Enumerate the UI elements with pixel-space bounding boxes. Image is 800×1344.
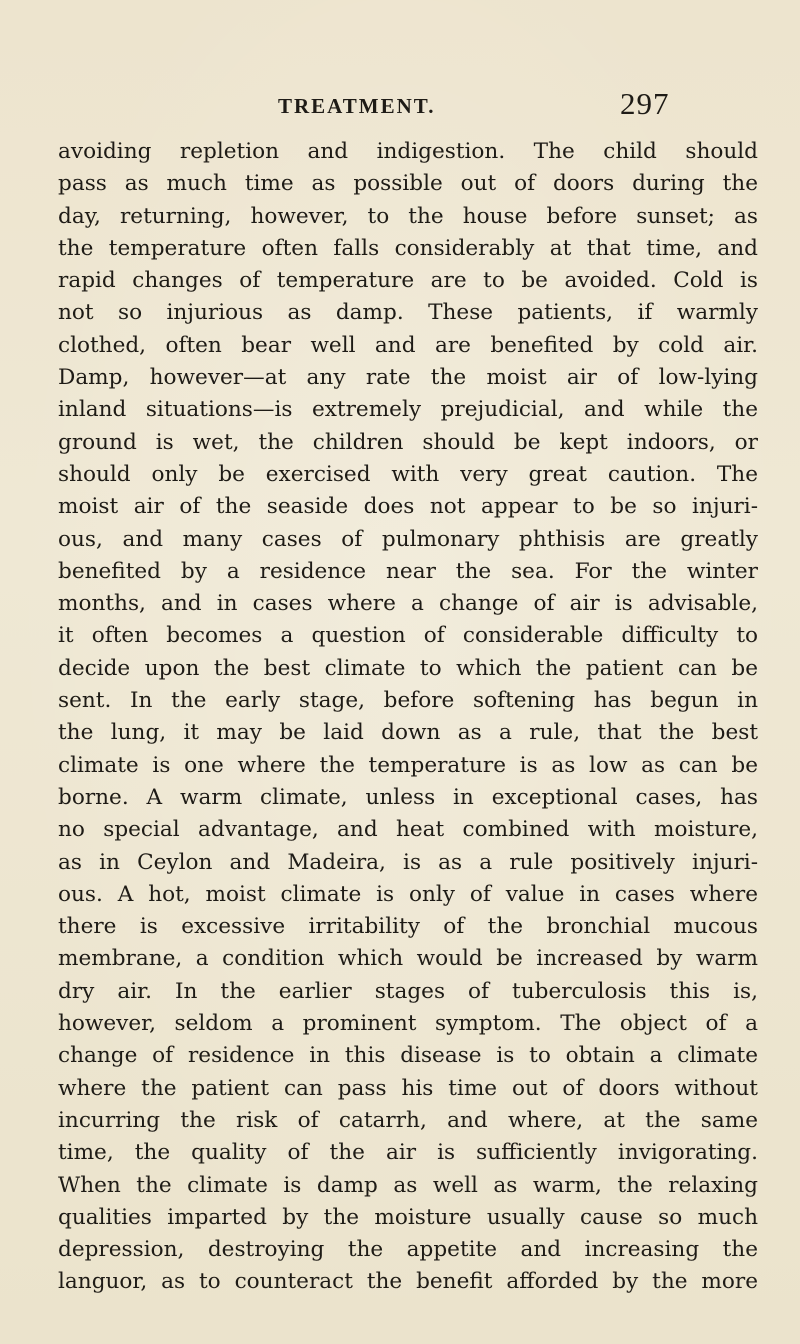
text-line: the lung, it may be laid down as a rule, that the best [58,720,758,746]
text-line: day, returning, however, to the house before sunset; as [58,203,758,229]
text-line: decide upon the best climate to which the patient can be [58,655,758,681]
text-line: no special advantage, and heat combined with moisture, [58,817,758,843]
text-line: should only be exercised with very great caution. The [58,461,758,487]
text-line: languor, as to counteract the benefit afforded by the more [58,1269,758,1295]
text-line: not so injurious as damp. These patients, if warmly [58,300,758,326]
text-line: moist air of the seaside does not appear to be so injuri- [58,494,758,520]
text-line: borne. A warm climate, unless in exceptional cases, has [58,784,758,810]
text-line: dry air. In the earlier stages of tuberculosis this is, [58,978,758,1004]
text-line: pass as much time as possible out of doors during the [58,171,758,197]
text-line: sent. In the early stage, before softening has begun in [58,688,758,714]
page-number: 297 [620,86,670,121]
page-header [0,86,800,122]
text-line: months, and in cases where a change of air is advisable, [58,591,758,617]
text-line: rapid changes of temperature are to be avoided. Cold is [58,268,758,294]
text-line: benefited by a residence near the sea. For the winter [58,558,758,584]
text-line: ous. A hot, moist climate is only of value in cases where [58,881,758,907]
text-line: clothed, often bear well and are benefited by cold air. [58,332,758,358]
text-line: When the climate is damp as well as warm, the relaxing [58,1172,758,1198]
text-line: there is excessive irritability of the bronchial mucous [58,914,758,940]
text-line: incurring the risk of catarrh, and where, at the same [58,1107,758,1133]
text-line: Damp, however—at any rate the moist air of low-lying [58,365,758,391]
body-text [58,136,758,1299]
text-line: as in Ceylon and Madeira, is as a rule positively injuri- [58,849,758,875]
text-line: ground is wet, the children should be kept indoors, or [58,429,758,455]
text-line: it often becomes a question of considerable difficulty to [58,623,758,649]
text-line: membrane, a condition which would be increased by warm [58,946,758,972]
text-line: depression, destroying the appetite and increasing the [58,1237,758,1263]
text-line: avoiding repletion and indigestion. The child should [58,139,758,164]
running-head: TREATMENT. [278,94,436,118]
text-line: ous, and many cases of pulmonary phthisis are greatly [58,526,758,552]
text-line: time, the quality of the air is sufficiently invigorating. [58,1140,758,1166]
text-line: change of residence in this disease is to obtain a climate [58,1043,758,1069]
text-line: climate is one where the temperature is as low as can be [58,752,758,778]
text-line: the temperature often falls considerably at that time, and [58,235,758,261]
text-line: where the patient can pass his time out of doors without [58,1075,758,1101]
text-line: inland situations—is extremely prejudicial, and while the [58,397,758,423]
text-line: however, seldom a prominent symptom. The object of a [58,1011,758,1037]
text-line: qualities imparted by the moisture usually cause so much [58,1204,758,1230]
